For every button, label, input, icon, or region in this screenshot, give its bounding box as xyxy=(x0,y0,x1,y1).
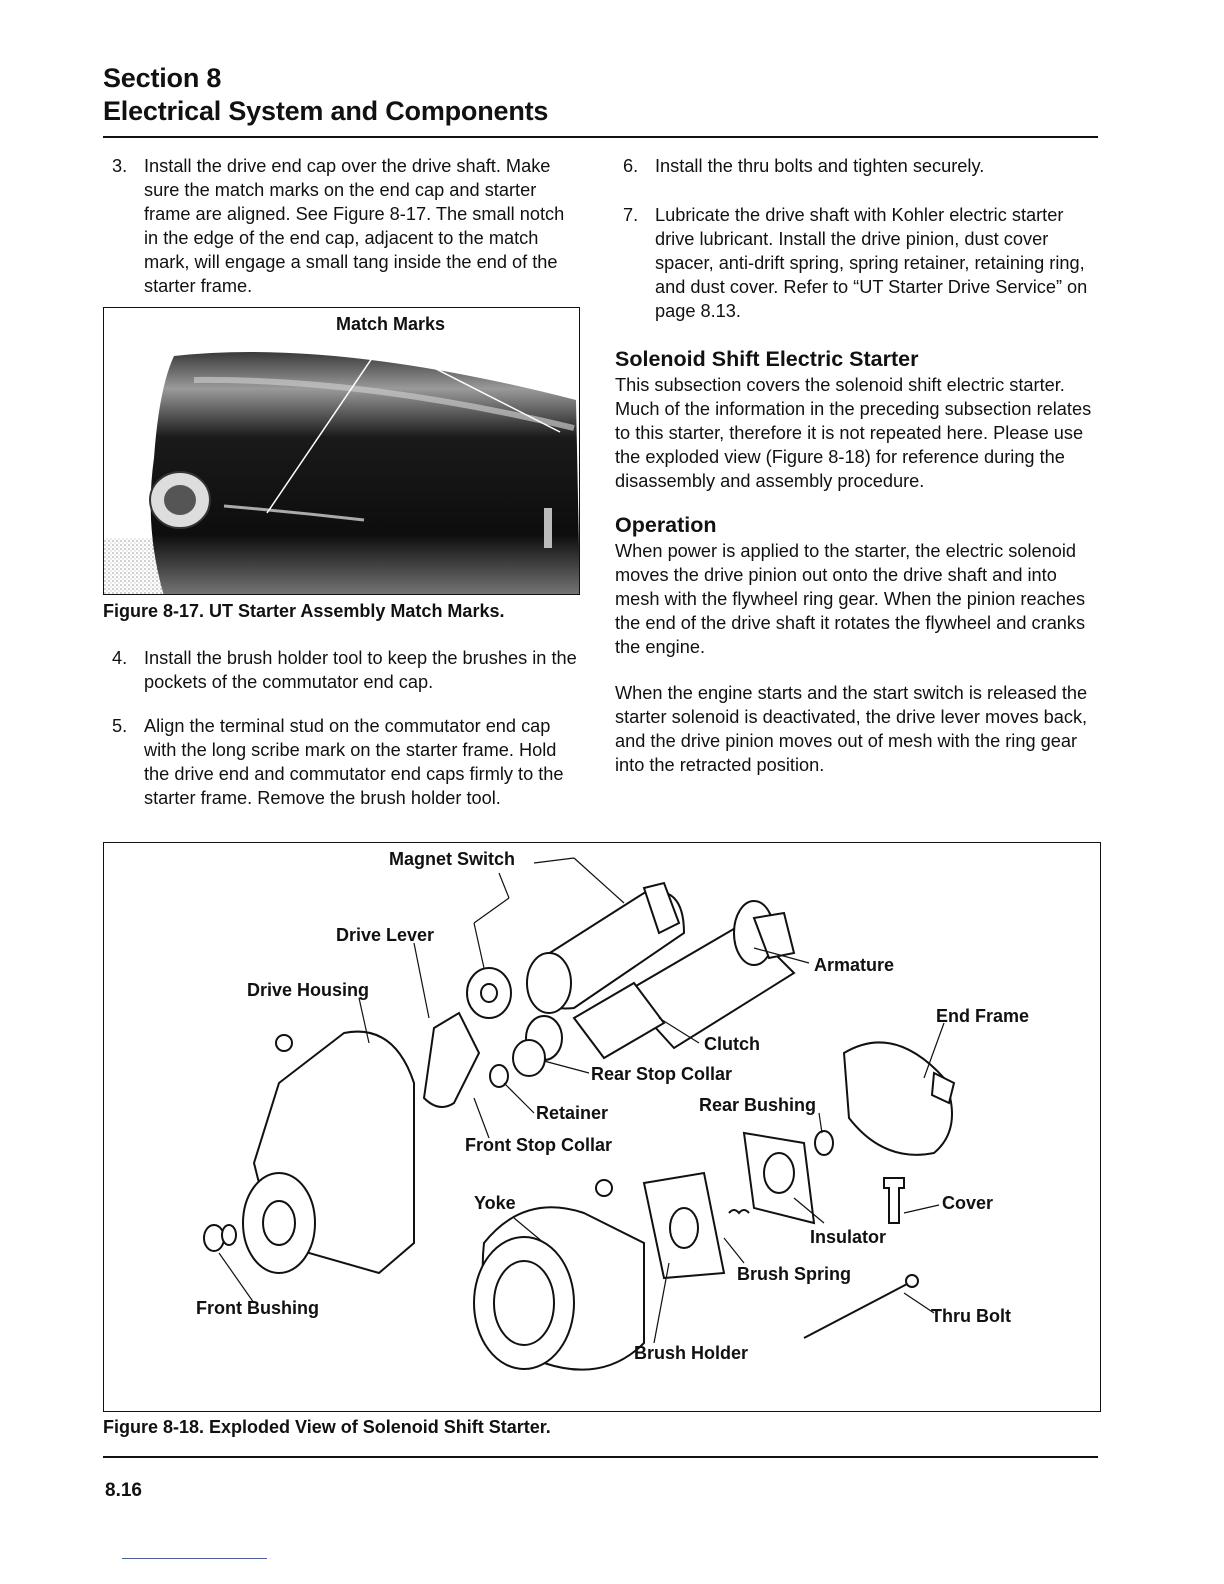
step-4 xyxy=(103,646,583,694)
label-insulator: Insulator xyxy=(810,1227,887,1247)
figure-exploded-view xyxy=(103,842,1101,1412)
step-text: Lubricate the drive shaft with Kohler electric starter drive lubricant. Install the drive pinion, dust cover spacer, anti-drift spring, spring retainer, retaining ring, and dust cover. Refer to “UT Starter Drive Service” on page 8.13. xyxy=(655,205,1088,321)
figure-caption: Figure 8-17. UT Starter Assembly Match Marks. xyxy=(103,601,505,621)
step-number: 5. xyxy=(112,716,128,736)
section-title: Electrical System and Components xyxy=(103,96,549,126)
label-brush-spring: Brush Spring xyxy=(737,1264,852,1284)
label-end-frame: End Frame xyxy=(936,1006,1030,1026)
step-text: Install the drive end cap over the drive shaft. Make sure the match marks on the end cap and starter frame are aligned. See Figure 8-17. The small notch in the edge of the end cap, adjacent to the match mark, will engage a small tang inside the end of the starter frame. xyxy=(144,156,565,296)
label-clutch: Clutch xyxy=(704,1034,760,1054)
step-text: Install the thru bolts and tighten securely. xyxy=(655,156,985,176)
header-rule xyxy=(103,136,1098,138)
step-text: Install the brush holder tool to keep the brushes in the pockets of the commutator end cap. xyxy=(144,648,577,692)
label-armature: Armature xyxy=(814,955,895,975)
label-drive-lever: Drive Lever xyxy=(336,925,435,945)
label-front-stop-collar: Front Stop Collar xyxy=(465,1135,612,1155)
label-rear-stop-collar: Rear Stop Collar xyxy=(591,1064,733,1084)
paragraph: This subsection covers the solenoid shift electric starter. Much of the information in the preceding subsection relates to this starter, therefore it is not repeated here. Please use the exploded view (Figure 8-18) for reference during the disassembly and assembly procedure. xyxy=(615,375,1092,491)
label-cover: Cover xyxy=(942,1193,994,1213)
step-number: 6. xyxy=(623,156,639,176)
section-header xyxy=(103,62,1098,128)
paragraph: When the engine starts and the start switch is released the starter solenoid is deactivated, the drive lever moves back, and the drive pinion moves out of mesh with the ring gear into the retracted position. xyxy=(615,683,1088,775)
label-brush-holder: Brush Holder xyxy=(634,1343,749,1363)
step-number: 4. xyxy=(112,648,128,668)
label-yoke: Yoke xyxy=(474,1193,516,1213)
left-column xyxy=(103,154,583,298)
starter-photo xyxy=(104,308,580,595)
paragraph: When power is applied to the starter, the electric solenoid moves the drive pinion out onto the drive shaft and into mesh with the flywheel ring gear. When the pinion reaches the end of the drive shaft it rotates the flywheel and cranks the engine. xyxy=(615,541,1086,657)
step-text: Align the terminal stud on the commutator end cap with the long scribe mark on the starter frame. Hold the drive end and commutator end caps firmly to the starter frame. Remove the brush holder tool. xyxy=(144,716,564,808)
subsection-heading: Operation xyxy=(615,513,717,537)
step-3 xyxy=(103,154,583,298)
step-7 xyxy=(615,203,1100,323)
magnet-switch-end xyxy=(527,953,571,1013)
label-thru-bolt: Thru Bolt xyxy=(931,1306,1011,1326)
match-marks-label: Match Marks xyxy=(336,314,446,334)
page-number: 8.16 xyxy=(105,1480,142,1501)
subsection-heading: Solenoid Shift Electric Starter xyxy=(615,347,919,371)
figure2-caption-wrap xyxy=(103,1416,1093,1438)
footer-rule xyxy=(103,1456,1098,1458)
label-magnet-switch: Magnet Switch xyxy=(389,849,516,869)
label-front-bushing: Front Bushing xyxy=(196,1298,319,1318)
figure1-caption-wrap xyxy=(103,600,583,622)
step-5 xyxy=(103,714,583,810)
section-number: Section 8 xyxy=(103,63,222,93)
label-drive-housing: Drive Housing xyxy=(247,980,370,1000)
end-frame-part xyxy=(844,1042,952,1154)
figure-caption: Figure 8-18. Exploded View of Solenoid Shift Starter. xyxy=(103,1417,551,1437)
step-number: 3. xyxy=(112,156,128,176)
right-column xyxy=(615,154,1100,777)
left-column-lower xyxy=(103,646,583,810)
label-retainer: Retainer xyxy=(536,1103,609,1123)
step-number: 7. xyxy=(623,205,639,225)
figure-match-marks xyxy=(103,307,580,595)
footnote-rule xyxy=(122,1558,267,1559)
label-rear-bushing: Rear Bushing xyxy=(699,1095,817,1115)
step-6 xyxy=(615,154,1100,178)
